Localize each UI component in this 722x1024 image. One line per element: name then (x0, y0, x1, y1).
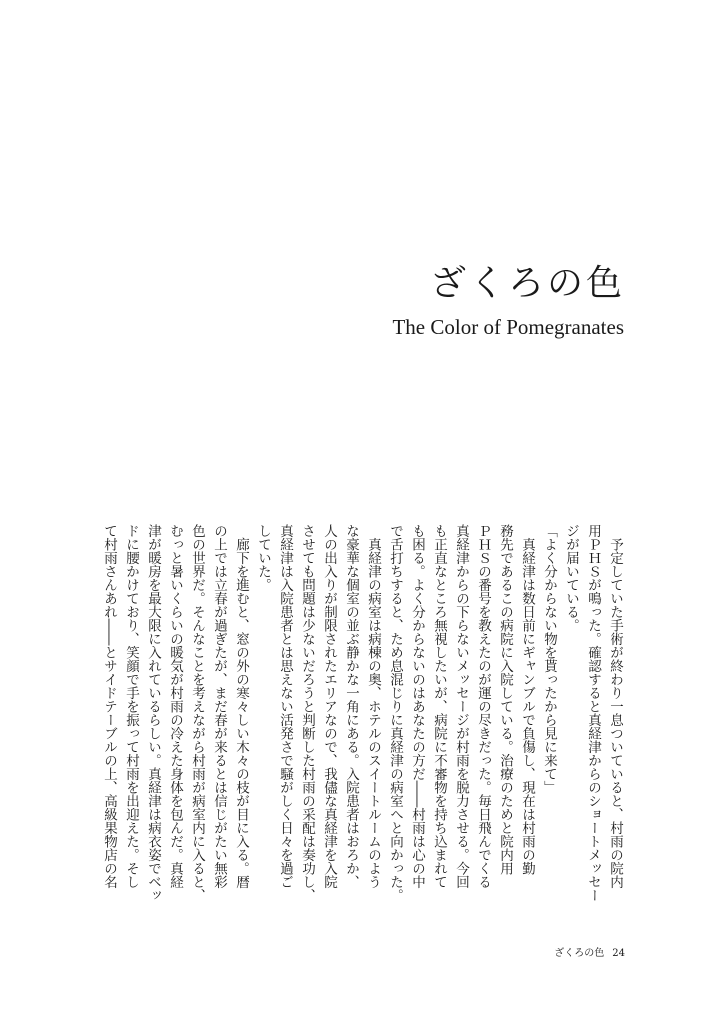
text-line: 真経津は数日前にギャンブルで負傷し、現在は村雨の勤 (519, 524, 535, 875)
text-line: も正直なところ無視したいが、病院に不審物を持ち込まれて (431, 524, 447, 889)
text-line: も困る。よく分からないのはあなたの方だ――村雨は心の中 (409, 524, 425, 889)
text-line: な豪華な個室の並ぶ静かな一角にある。入院患者はおろか、 (343, 524, 359, 889)
body-text (98, 524, 626, 936)
text-line: ジが届いている。 (563, 524, 579, 632)
text-line: ＰＨＳの番号を教えたのが運の尽きだった。毎日飛んでくる (475, 524, 491, 889)
page-number: 24 (612, 948, 625, 959)
text-line: していた。 (255, 524, 271, 592)
text-line: 真経津の病室は病棟の奥、ホテルのスイートルームのよう (365, 524, 381, 889)
text-line: 津が暖房を最大限に入れているらしい。真経津は病衣姿でベッ (145, 524, 161, 902)
page-title: ざくろの色 (429, 263, 625, 304)
text-line: 予定していた手術が終わり一息ついていると、村雨の院内 (607, 524, 623, 889)
text-line: むっと暑いくらいの暖気が村雨の冷えた身体を包んだ。真経 (167, 524, 183, 889)
text-line: で舌打ちすると、ため息混じりに真経津の病室へと向かった。 (387, 524, 403, 902)
footer-title: ざくろの色 (554, 948, 605, 959)
text-line: 人の出入りが制限されたエリアなので、我儘な真経津を入院 (321, 524, 337, 889)
text-line: 廊下を進むと、窓の外の寒々しい木々の枝が目に入る。暦 (233, 524, 249, 889)
text-line: 真経津は入院患者とは思えない活発さで騒がしく日々を過ご (277, 524, 293, 889)
text-line: 真経津からの下らないメッセージが村雨を脱力させる。今回 (453, 524, 469, 889)
text-line: ドに腰かけており、笑顔で手を振って村雨を出迎えた。そし (123, 524, 139, 889)
text-line: 「よく分からない物を貰ったから見に来て」 (541, 524, 557, 794)
text-line: て村雨さんあれ――とサイドテーブルの上、高級果物店の名 (101, 524, 117, 889)
text-line: 色の世界だ。そんなことを考えながら村雨が病室内に入ると、 (189, 524, 205, 902)
text-line: 用ＰＨＳが鳴った。確認すると真経津からのショートメッセー (585, 524, 601, 902)
text-line: 務先であるこの病院に入院している。治療のためと院内用 (497, 524, 513, 875)
running-footer (554, 944, 625, 959)
text-line: の上では立春が過ぎたが、まだ春が来るとは信じがたい無彩 (211, 524, 227, 889)
text-line: させても問題は少ないだろうと判断した村雨の采配は奏功し、 (299, 524, 315, 902)
page-subtitle: The Color of Pomegranates (392, 315, 624, 339)
